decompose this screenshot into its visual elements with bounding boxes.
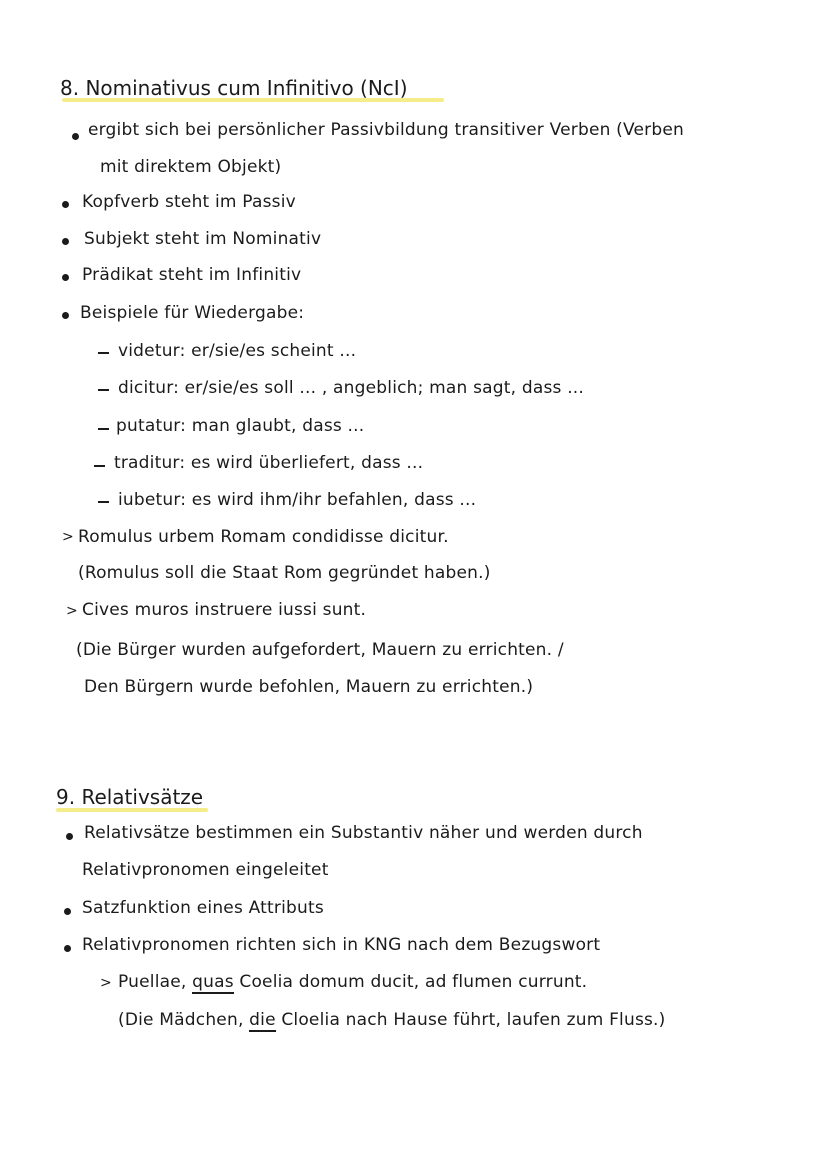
- translation: (Die Bürger wurden aufgefordert, Mauern zu errichten. /: [76, 640, 564, 660]
- latin-sentence: Romulus urbem Romam condidisse dicitur.: [78, 527, 449, 547]
- section-8-title: 8. Nominativus cum Infinitivo (NcI): [60, 76, 408, 100]
- latin-sentence: [118, 972, 587, 992]
- dash-marker: [98, 389, 109, 391]
- bullet-text: Relativpronomen richten sich in KNG nach dem Bezugswort: [82, 935, 601, 955]
- bullet-text: ergibt sich bei persönlicher Passivbildung transitiver Verben (Verben: [88, 120, 684, 140]
- translation: [118, 1010, 666, 1030]
- latin-sentence: Cives muros instruere iussi sunt.: [82, 600, 367, 620]
- arrow-marker: >: [100, 975, 112, 991]
- dash-marker: [98, 428, 109, 430]
- translation: (Romulus soll die Staat Rom gegründet haben.): [78, 563, 491, 583]
- bullet-text: Satzfunktion eines Attributs: [82, 898, 324, 918]
- bullet-dot: [62, 201, 69, 208]
- example-line: videtur: er/sie/es scheint ...: [118, 341, 357, 361]
- bullet-dot: [62, 274, 69, 281]
- example-line: iubetur: es wird ihm/ihr befahlen, dass ...: [118, 490, 477, 510]
- translation-text: Cloelia nach Hause führt, laufen zum Fluss.): [275, 1010, 666, 1030]
- bullet-dot: [66, 833, 73, 840]
- section-9-title: 9. Relativsätze: [56, 785, 204, 809]
- arrow-marker: >: [66, 603, 78, 619]
- translation-text: (Die Mädchen,: [118, 1010, 250, 1030]
- relative-pronoun-underlined: die: [249, 1010, 276, 1030]
- bullet-text: Subjekt steht im Nominativ: [84, 229, 322, 249]
- latin-text: Puellae,: [118, 972, 193, 992]
- dash-marker: [98, 501, 109, 503]
- relative-pronoun-underlined: quas: [192, 972, 234, 992]
- example-line: traditur: es wird überliefert, dass ...: [114, 453, 424, 473]
- bullet-text: Kopfverb steht im Passiv: [82, 192, 296, 212]
- bullet-dot: [64, 908, 71, 915]
- bullet-text: Relativsätze bestimmen ein Substantiv näher und werden durch: [84, 823, 643, 843]
- translation: Den Bürgern wurde befohlen, Mauern zu errichten.): [84, 677, 534, 697]
- example-line: dicitur: er/sie/es soll ... , angeblich; man sagt, dass ...: [118, 378, 585, 398]
- bullet-dot: [72, 133, 79, 140]
- bullet-dot: [62, 312, 69, 319]
- bullet-dot: [62, 238, 69, 245]
- dash-marker: [98, 352, 109, 354]
- bullet-text: Beispiele für Wiedergabe:: [80, 303, 305, 323]
- example-line: putatur: man glaubt, dass ...: [116, 416, 365, 436]
- dash-marker: [94, 465, 105, 467]
- bullet-text-continued: Relativpronomen eingeleitet: [82, 860, 329, 880]
- bullet-dot: [64, 945, 71, 952]
- bullet-text-continued: mit direktem Objekt): [100, 157, 282, 177]
- arrow-marker: >: [62, 529, 74, 545]
- latin-text: Coelia domum ducit, ad flumen currunt.: [233, 972, 588, 992]
- bullet-text: Prädikat steht im Infinitiv: [82, 265, 302, 285]
